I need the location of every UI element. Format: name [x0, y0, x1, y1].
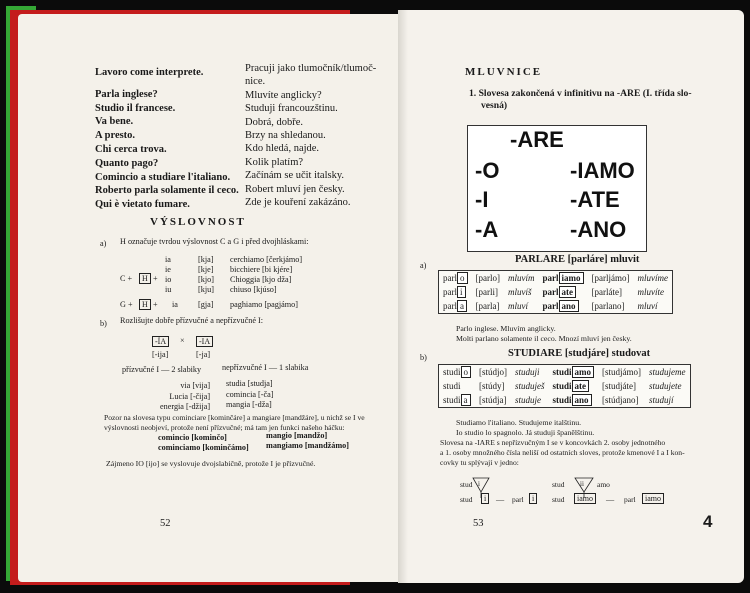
diagram-stud: stud — [552, 480, 565, 489]
diagram-amo: amo — [597, 480, 610, 489]
phrase: Parla inglese? — [95, 88, 158, 100]
syllable-left: přízvučné I — 2 slabiky — [122, 365, 202, 374]
note-line: výslovnosti neobjeví, protože není přízvučné; má tam jen funkci našeho háčku: — [104, 423, 345, 432]
diagram-parl: parl — [512, 495, 524, 504]
example: Chioggia [kjo dža] — [230, 275, 292, 284]
diagram-ii: ii — [580, 480, 584, 488]
pron-list — [198, 255, 214, 295]
table-row — [439, 299, 673, 314]
studiare-examples — [456, 418, 594, 438]
table-row — [439, 365, 691, 380]
ending-ate: -ATE — [570, 187, 620, 212]
phrase: Comincio a studiare l'italiano. — [95, 171, 231, 183]
phrase: Dobrá, dobře. — [245, 116, 304, 128]
ending: iamo — [559, 272, 584, 284]
rule-line: a 1. osoby množného čísla neliší od ostatních sloves, protože kmenové I a I kon- — [440, 448, 685, 457]
g-pron: [gja] — [198, 300, 214, 309]
table-row — [439, 379, 691, 393]
stem: studi — [552, 381, 572, 391]
diagram-parl: parl — [624, 495, 636, 504]
czech: mluvíš — [508, 287, 532, 297]
pron: [parli] — [475, 287, 498, 297]
parlare-examples — [456, 324, 632, 344]
pron: [studjámo] — [602, 367, 642, 377]
grammar-heading — [469, 88, 692, 112]
note-examples-right — [266, 431, 349, 451]
rule-line: Slovesa na -IARE s nepřízvučným I se v koncovkách 2. osoby jednotného — [440, 438, 666, 447]
czech: mluvíte — [637, 287, 664, 297]
ending-i: -I — [475, 187, 489, 212]
chapter-tab-number: 4 — [703, 512, 713, 531]
lesson-czech-phrases — [245, 62, 376, 209]
phrase: Qui è vietato fumare. — [95, 199, 190, 211]
phrase: Lavoro come interprete. — [95, 67, 204, 78]
phrase: Pracuji jako tlumočník/tlumoč- — [245, 63, 377, 74]
pron: [kju] — [198, 285, 214, 294]
note-examples-left — [158, 433, 249, 453]
g-example: paghiamo [pagjámo] — [230, 300, 298, 309]
example: comincia [-ča] — [226, 389, 274, 399]
czech: studuji — [515, 367, 540, 377]
czech: studují — [649, 395, 674, 405]
parlare-title: PARLARE [parláre] mluvit — [515, 254, 640, 265]
stem: parl — [542, 287, 559, 297]
ia-pron-unstressed: [-ja] — [196, 350, 211, 359]
stem: studi — [443, 367, 461, 377]
diagram-box-i: i — [529, 493, 537, 504]
pron: [stúdjo] — [479, 367, 508, 377]
example: Io studio lo spagnolo. Já studuji španělštinu. — [456, 428, 595, 437]
ending: a — [461, 394, 471, 406]
c-plus: C + — [120, 274, 133, 283]
triangle-icon — [575, 478, 593, 492]
plus-sign: + — [153, 300, 158, 309]
pron: [stúdy] — [479, 381, 505, 391]
ending: amo — [572, 366, 595, 378]
pron: [studjáte] — [602, 381, 637, 391]
ending-are: -ARE — [510, 127, 564, 152]
ending-a: -A — [475, 217, 499, 242]
phrase: Studio il francese. — [95, 102, 176, 114]
example: comincio [kominčo] — [158, 433, 227, 442]
pron: [stúdjano] — [602, 395, 639, 405]
example: cominciamo [kominčámo] — [158, 443, 249, 452]
stem: parl — [542, 301, 559, 311]
example: Parlo inglese. Mluvím anglicky. — [456, 324, 556, 333]
rule-line: covky tu splývají v jedno: — [440, 458, 519, 467]
diagram-dash: — — [606, 495, 615, 504]
example: via [vija] — [180, 381, 211, 390]
phrase: nice. — [245, 76, 266, 88]
syllable-examples-left — [160, 381, 210, 413]
diagram-box-i: i — [481, 493, 489, 504]
diagram-stud: stud — [552, 495, 565, 504]
ia-stressed-box: -ÍA — [152, 336, 169, 347]
stem: studi — [443, 381, 461, 391]
czech: mluvím — [508, 273, 535, 283]
h-box: H — [139, 273, 151, 284]
example: studia [studja] — [226, 379, 273, 388]
heading-line: vesná) — [481, 100, 508, 111]
item-a-text: H označuje tvrdou výslovnost C a G i před dvojhláskami: — [120, 237, 309, 246]
page-number-left: 52 — [160, 518, 171, 529]
czech: studujete — [649, 381, 682, 391]
phrase: Kolik platím? — [245, 156, 304, 168]
phrase: Brzy na shledanou. — [245, 129, 326, 141]
phrase: Zde je kouření zakázáno. — [245, 196, 351, 208]
ending-o: -O — [475, 158, 500, 183]
vowel: ie — [165, 265, 171, 274]
diagram-stud: stud — [460, 480, 473, 489]
example: mangio [mandžo] — [266, 431, 328, 440]
item-a-label: a) — [420, 261, 427, 270]
stem: studi — [552, 395, 572, 405]
pron: [stúdja] — [479, 395, 507, 405]
table-row — [439, 285, 673, 299]
phrase: Roberto parla solamente il ceco. — [95, 185, 239, 197]
stem: parl — [542, 273, 559, 283]
example: chiuso [kjúso] — [230, 285, 277, 294]
diagram-box-iamo: iamo — [642, 493, 664, 504]
diagram-ii: i — [478, 480, 480, 488]
stem: studi — [443, 395, 461, 405]
item-a-label: a) — [100, 239, 107, 248]
h-box: H — [139, 299, 151, 310]
ending-ano: -ANO — [570, 217, 627, 242]
ending: a — [457, 300, 467, 312]
phrase: Quanto pago? — [95, 157, 159, 169]
note-text — [104, 413, 365, 433]
czech: studujeme — [649, 367, 686, 377]
syllable-examples-right — [226, 379, 274, 411]
studiare-table — [438, 364, 691, 408]
diagram-box-iamo: iamo — [574, 493, 596, 504]
example: Lucia [-čija] — [169, 391, 211, 401]
ending: ano — [572, 394, 592, 406]
example: mangiamo [mandžámo] — [266, 441, 350, 450]
pron: [parla] — [475, 301, 500, 311]
section-title-pronunciation: VÝSLOVNOST — [150, 216, 246, 228]
stem: parl — [443, 301, 457, 311]
table-row — [439, 393, 691, 408]
rule-text — [440, 438, 685, 468]
ending: ate — [559, 286, 577, 298]
pron: [parlo] — [475, 273, 500, 283]
czech: mluví — [508, 301, 528, 311]
czech: mluví — [637, 301, 658, 311]
times-sign: × — [180, 336, 185, 345]
triangle-icon — [473, 478, 489, 492]
phrase: Chi cerca trova. — [95, 143, 167, 155]
pron: [parlano] — [591, 301, 625, 311]
stem: studi — [552, 367, 572, 377]
pron: [kje] — [198, 265, 214, 274]
page-number-right: 53 — [473, 518, 484, 529]
stem: parl — [443, 287, 457, 297]
ia-pron-stressed: [-ija] — [152, 350, 169, 359]
vowel: ia — [165, 255, 171, 264]
phrase: Studuji francouzštinu. — [245, 103, 338, 115]
vowel-list — [165, 255, 171, 295]
syllable-right: nepřízvučné I — 1 slabika — [222, 363, 309, 372]
phrase: Mluvíte anglicky? — [245, 89, 322, 101]
book-gutter — [398, 10, 408, 583]
heading-line: 1. Slovesa zakončená v infinitivu na -ARE (I. třída slo- — [469, 88, 692, 99]
example: energia [-džija] — [160, 402, 211, 411]
ending: i — [457, 286, 466, 298]
lesson-italian-phrases — [95, 66, 239, 212]
section-title-grammar: MLUVNICE — [465, 66, 543, 78]
g-vowel: ia — [172, 300, 178, 309]
phrase: Robert mluví jen česky. — [245, 183, 345, 195]
example: cerchiamo [čerkjámo] — [230, 255, 303, 264]
item-b-label: b) — [100, 319, 107, 328]
phrase: Začínám se učit italsky. — [245, 170, 345, 182]
example: Molti parlano solamente il ceco. Mnozí mluví jen česky. — [456, 334, 632, 343]
ending: o — [457, 272, 468, 284]
ending: o — [461, 366, 472, 378]
phrase: Kdo hledá, najde. — [245, 143, 320, 155]
example: Studiamo l'italiano. Studujeme italštinu. — [456, 418, 582, 427]
pron: [kjo] — [198, 275, 214, 284]
example: mangia [-dža] — [226, 400, 272, 409]
diagram-dash: — — [496, 495, 505, 504]
io-note: Zájmeno IO [ijo] se vyslovuje dvojslabičně, protože I je přízvučné. — [106, 459, 316, 468]
example-list — [230, 255, 302, 295]
note-line: Pozor na slovesa typu cominciare [kominčáre] a mangiare [mandžáre], u nichž se I ve — [104, 413, 365, 422]
czech: studuje — [515, 395, 542, 405]
pron: [kja] — [198, 255, 214, 264]
czech: studuješ — [515, 381, 545, 391]
ia-unstressed-box: -IA — [196, 336, 213, 347]
g-plus: G + — [120, 300, 133, 309]
item-b-text: Rozlišujte dobře přízvučné a nepřízvučné I: — [120, 316, 263, 325]
plus-sign: + — [153, 274, 158, 283]
example: bicchiere [bi kjére] — [230, 265, 293, 274]
phrase: Va bene. — [95, 116, 134, 128]
phrase: A presto. — [95, 130, 136, 142]
czech: mluvíme — [637, 273, 668, 283]
stem: parl — [443, 273, 457, 283]
ending: ate — [572, 380, 590, 392]
vowel: iu — [165, 285, 172, 294]
ending-iamo: -IAMO — [570, 158, 635, 183]
vowel: io — [165, 275, 172, 284]
parlare-table — [438, 270, 673, 314]
studiare-title: STUDIARE [studjáre] studovat — [508, 348, 651, 359]
pron: [parljámo] — [591, 273, 630, 283]
pron: [parláte] — [591, 287, 622, 297]
ending: ano — [559, 300, 579, 312]
item-b-label: b) — [420, 353, 427, 362]
table-row — [439, 271, 673, 286]
diagram-stud: stud — [460, 495, 473, 504]
